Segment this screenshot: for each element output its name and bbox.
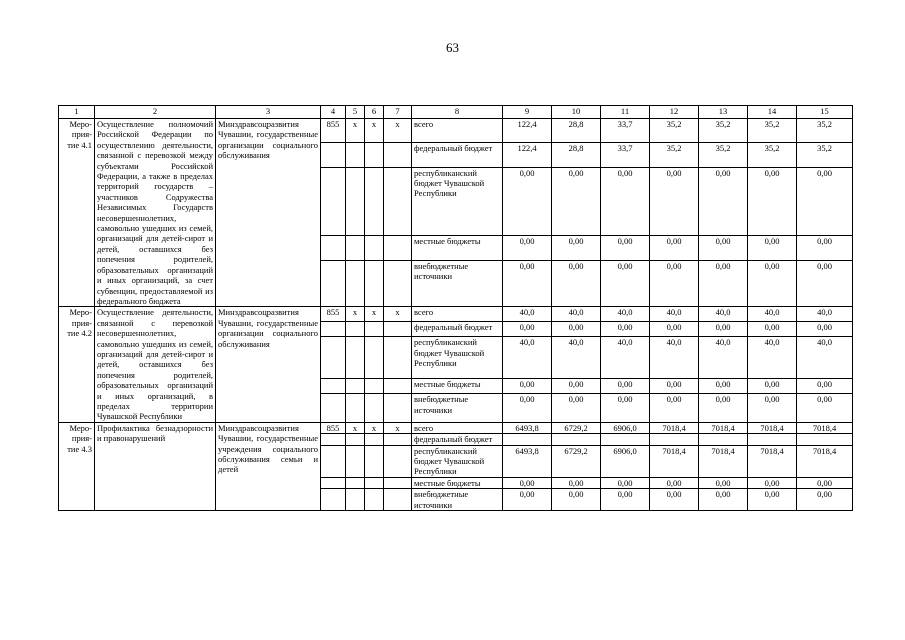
funding-value: 7018,4	[797, 445, 853, 477]
funding-value: 0,00	[699, 236, 748, 260]
funding-value: 7018,4	[699, 422, 748, 433]
budget-code-empty	[365, 260, 384, 307]
funding-value	[699, 434, 748, 445]
budget-code-empty	[346, 167, 365, 236]
budget-code-empty	[321, 322, 346, 337]
funding-value: 122,4	[503, 119, 552, 143]
funding-value: 0,00	[797, 379, 853, 394]
funding-value: 0,00	[503, 489, 552, 511]
funding-value: 35,2	[748, 143, 797, 167]
measure-label: Меро- прия- тие 4.2	[59, 307, 95, 422]
budget-code-empty	[384, 489, 412, 511]
funding-value: 40,0	[503, 337, 552, 379]
funding-source: республиканский бюджет Чувашской Республики	[412, 337, 503, 379]
funding-value: 0,00	[748, 489, 797, 511]
funding-source: внебюджетные источники	[412, 489, 503, 511]
measure-description: Профилактика безнадзорности и правонарушений	[95, 422, 216, 510]
budget-code-empty	[346, 445, 365, 477]
funding-value: 40,0	[699, 307, 748, 322]
funding-value: 33,7	[601, 143, 650, 167]
budget-code-empty	[365, 394, 384, 423]
funding-value: 28,8	[552, 119, 601, 143]
funding-value: 0,00	[601, 394, 650, 423]
budget-code-empty	[384, 236, 412, 260]
measure-executor: Минздравсоцразвития Чувашии, государственные организации социального обслуживания	[216, 119, 321, 307]
budget-code: 855	[321, 119, 346, 143]
funding-value: 40,0	[797, 307, 853, 322]
funding-value: 0,00	[797, 260, 853, 307]
budget-code: х	[346, 307, 365, 322]
funding-value: 0,00	[650, 167, 699, 236]
funding-source: всего	[412, 422, 503, 433]
funding-value: 0,00	[503, 394, 552, 423]
funding-value: 0,00	[699, 477, 748, 488]
budget-code-empty	[321, 143, 346, 167]
budget-code-empty	[384, 322, 412, 337]
budget-code-empty	[321, 167, 346, 236]
funding-value: 35,2	[797, 143, 853, 167]
funding-value: 0,00	[699, 394, 748, 423]
budget-code-empty	[346, 379, 365, 394]
funding-value: 0,00	[748, 379, 797, 394]
header-cell: 3	[216, 106, 321, 119]
funding-source: местные бюджеты	[412, 236, 503, 260]
measure-executor: Минздравсоцразвития Чувашии, государственные организации социального обслуживания	[216, 307, 321, 422]
table-row	[59, 307, 853, 322]
funding-value: 7018,4	[748, 422, 797, 433]
funding-source: республиканский бюджет Чувашской Республики	[412, 445, 503, 477]
funding-value: 0,00	[797, 394, 853, 423]
header-row	[59, 106, 853, 119]
funding-value: 0,00	[601, 477, 650, 488]
funding-value: 6906,0	[601, 422, 650, 433]
budget-code-empty	[321, 394, 346, 423]
funding-value	[650, 434, 699, 445]
funding-value: 0,00	[552, 322, 601, 337]
funding-value: 122,4	[503, 143, 552, 167]
funding-value: 0,00	[650, 379, 699, 394]
measure-description: Осуществление деятельности, связанной с перевозкой несовершеннолетних, самовольно ушедших из семей, организаций для детей-сирот и детей, оставшихся без попечения родителей, образовательных организаций и иных организаций, в пределах территории Чувашской Республики	[95, 307, 216, 422]
funding-value: 0,00	[748, 167, 797, 236]
funding-value: 0,00	[650, 394, 699, 423]
funding-source: внебюджетные источники	[412, 260, 503, 307]
budget-code-empty	[346, 337, 365, 379]
budget-code-empty	[384, 434, 412, 445]
budget-code-empty	[346, 236, 365, 260]
funding-value: 7018,4	[650, 445, 699, 477]
funding-value: 0,00	[503, 379, 552, 394]
funding-value: 0,00	[601, 236, 650, 260]
budget-code-empty	[365, 379, 384, 394]
funding-value: 0,00	[503, 322, 552, 337]
funding-value: 6493,8	[503, 422, 552, 433]
measure-label: Меро- прия- тие 4.1	[59, 119, 95, 307]
funding-value: 0,00	[748, 477, 797, 488]
funding-value: 7018,4	[650, 422, 699, 433]
budget-code-empty	[321, 489, 346, 511]
budget-code-empty	[365, 434, 384, 445]
funding-value: 35,2	[650, 143, 699, 167]
funding-value: 40,0	[650, 307, 699, 322]
funding-value: 0,00	[797, 477, 853, 488]
funding-value: 0,00	[797, 167, 853, 236]
funding-source: всего	[412, 307, 503, 322]
funding-value: 0,00	[650, 236, 699, 260]
budget-code-empty	[346, 434, 365, 445]
header-cell: 2	[95, 106, 216, 119]
funding-value: 6906,0	[601, 445, 650, 477]
funding-value: 40,0	[601, 307, 650, 322]
budget-code-empty	[321, 434, 346, 445]
funding-value: 40,0	[552, 307, 601, 322]
funding-value	[748, 434, 797, 445]
funding-value	[552, 434, 601, 445]
budget-code: х	[346, 119, 365, 143]
budget-code-empty	[321, 477, 346, 488]
budget-code: 855	[321, 422, 346, 433]
funding-value: 28,8	[552, 143, 601, 167]
budget-code-empty	[346, 322, 365, 337]
funding-value: 7018,4	[699, 445, 748, 477]
funding-value	[503, 434, 552, 445]
header-cell: 1	[59, 106, 95, 119]
funding-source: местные бюджеты	[412, 379, 503, 394]
budget-code-empty	[321, 379, 346, 394]
funding-value: 0,00	[503, 260, 552, 307]
budget-code-empty	[365, 477, 384, 488]
funding-value: 0,00	[797, 322, 853, 337]
funding-value: 0,00	[650, 489, 699, 511]
header-cell: 14	[748, 106, 797, 119]
header-cell: 9	[503, 106, 552, 119]
funding-source: республиканский бюджет Чувашской Республики	[412, 167, 503, 236]
funding-value: 7018,4	[797, 422, 853, 433]
funding-source: федеральный бюджет	[412, 434, 503, 445]
budget-table	[58, 105, 853, 511]
budget-code-empty	[346, 260, 365, 307]
budget-code-empty	[384, 477, 412, 488]
header-cell: 8	[412, 106, 503, 119]
funding-value: 6729,2	[552, 445, 601, 477]
budget-code: х	[384, 119, 412, 143]
budget-code-empty	[365, 489, 384, 511]
funding-source: федеральный бюджет	[412, 322, 503, 337]
funding-source: местные бюджеты	[412, 477, 503, 488]
funding-value: 40,0	[601, 337, 650, 379]
funding-value: 0,00	[650, 322, 699, 337]
budget-code: х	[365, 422, 384, 433]
measure-label: Меро- прия- тие 4.3	[59, 422, 95, 510]
funding-value: 0,00	[601, 167, 650, 236]
table-body	[59, 106, 853, 511]
funding-value: 0,00	[748, 260, 797, 307]
budget-code: х	[365, 307, 384, 322]
funding-value: 0,00	[699, 167, 748, 236]
funding-value: 7018,4	[748, 445, 797, 477]
funding-source: внебюджетные источники	[412, 394, 503, 423]
funding-value: 35,2	[650, 119, 699, 143]
header-cell: 11	[601, 106, 650, 119]
funding-value: 0,00	[552, 477, 601, 488]
funding-value: 0,00	[503, 477, 552, 488]
budget-code-empty	[365, 322, 384, 337]
funding-source: федеральный бюджет	[412, 143, 503, 167]
budget-code-empty	[365, 236, 384, 260]
header-cell: 4	[321, 106, 346, 119]
funding-value: 35,2	[699, 143, 748, 167]
header-cell: 15	[797, 106, 853, 119]
header-cell: 5	[346, 106, 365, 119]
budget-code: 855	[321, 307, 346, 322]
funding-value: 40,0	[552, 337, 601, 379]
budget-code-empty	[384, 379, 412, 394]
budget-code-empty	[346, 489, 365, 511]
table-row	[59, 422, 853, 433]
budget-code: х	[365, 119, 384, 143]
funding-value: 0,00	[601, 379, 650, 394]
funding-value: 0,00	[699, 489, 748, 511]
funding-value: 0,00	[699, 379, 748, 394]
budget-code-empty	[321, 236, 346, 260]
budget-code-empty	[365, 445, 384, 477]
header-cell: 6	[365, 106, 384, 119]
budget-code-empty	[346, 477, 365, 488]
funding-value: 0,00	[748, 394, 797, 423]
budget-code-empty	[365, 143, 384, 167]
funding-value: 0,00	[601, 489, 650, 511]
funding-value: 6493,8	[503, 445, 552, 477]
budget-code: х	[384, 422, 412, 433]
funding-value: 40,0	[699, 337, 748, 379]
funding-value	[601, 434, 650, 445]
funding-value: 40,0	[748, 307, 797, 322]
budget-code-empty	[384, 260, 412, 307]
funding-value: 0,00	[650, 260, 699, 307]
funding-value: 0,00	[797, 236, 853, 260]
funding-value: 0,00	[552, 394, 601, 423]
funding-value: 0,00	[601, 322, 650, 337]
measure-description: Осуществление полномочий Российской Федерации по осуществлению деятельности, связанной с перевозкой между субъектами Российской Федерации, а также в пределах территорий государств – участников Содружества Независимых Государств несовершеннолетних, самовольно ушедших из семей, организаций для детей-сирот и детей, оставшихся без попечения родителей, образовательных организаций и иных организаций, за счет субвенции, предоставляемой из федерального бюджета	[95, 119, 216, 307]
header-cell: 13	[699, 106, 748, 119]
header-cell: 12	[650, 106, 699, 119]
budget-code-empty	[365, 337, 384, 379]
header-cell: 7	[384, 106, 412, 119]
funding-value: 0,00	[601, 260, 650, 307]
funding-value: 0,00	[748, 322, 797, 337]
budget-code-empty	[321, 445, 346, 477]
funding-source: всего	[412, 119, 503, 143]
funding-value: 0,00	[797, 489, 853, 511]
funding-value: 6729,2	[552, 422, 601, 433]
header-cell: 10	[552, 106, 601, 119]
funding-value: 40,0	[797, 337, 853, 379]
funding-value: 0,00	[552, 260, 601, 307]
funding-value: 40,0	[503, 307, 552, 322]
budget-code-empty	[321, 337, 346, 379]
funding-value: 0,00	[748, 236, 797, 260]
budget-code-empty	[346, 394, 365, 423]
funding-value: 0,00	[552, 167, 601, 236]
budget-code-empty	[384, 445, 412, 477]
funding-value: 0,00	[503, 167, 552, 236]
funding-value: 0,00	[552, 489, 601, 511]
table-row	[59, 119, 853, 143]
budget-code-empty	[384, 337, 412, 379]
budget-code: х	[346, 422, 365, 433]
funding-value: 35,2	[699, 119, 748, 143]
funding-value: 40,0	[748, 337, 797, 379]
budget-code-empty	[384, 394, 412, 423]
funding-value: 35,2	[748, 119, 797, 143]
funding-value	[797, 434, 853, 445]
budget-code-empty	[321, 260, 346, 307]
budget-code-empty	[365, 167, 384, 236]
budget-code-empty	[384, 143, 412, 167]
funding-value: 33,7	[601, 119, 650, 143]
budget-code-empty	[346, 143, 365, 167]
budget-code: х	[384, 307, 412, 322]
budget-code-empty	[384, 167, 412, 236]
funding-value: 0,00	[503, 236, 552, 260]
funding-value: 0,00	[552, 236, 601, 260]
funding-value: 0,00	[699, 322, 748, 337]
funding-value: 35,2	[797, 119, 853, 143]
funding-value: 0,00	[552, 379, 601, 394]
funding-value: 0,00	[650, 477, 699, 488]
funding-value: 0,00	[699, 260, 748, 307]
measure-executor: Минздравсоцразвития Чувашии, государственные учреждения социального обслуживания семьи и детей	[216, 422, 321, 510]
page-number: 63	[446, 40, 459, 55]
funding-value: 40,0	[650, 337, 699, 379]
